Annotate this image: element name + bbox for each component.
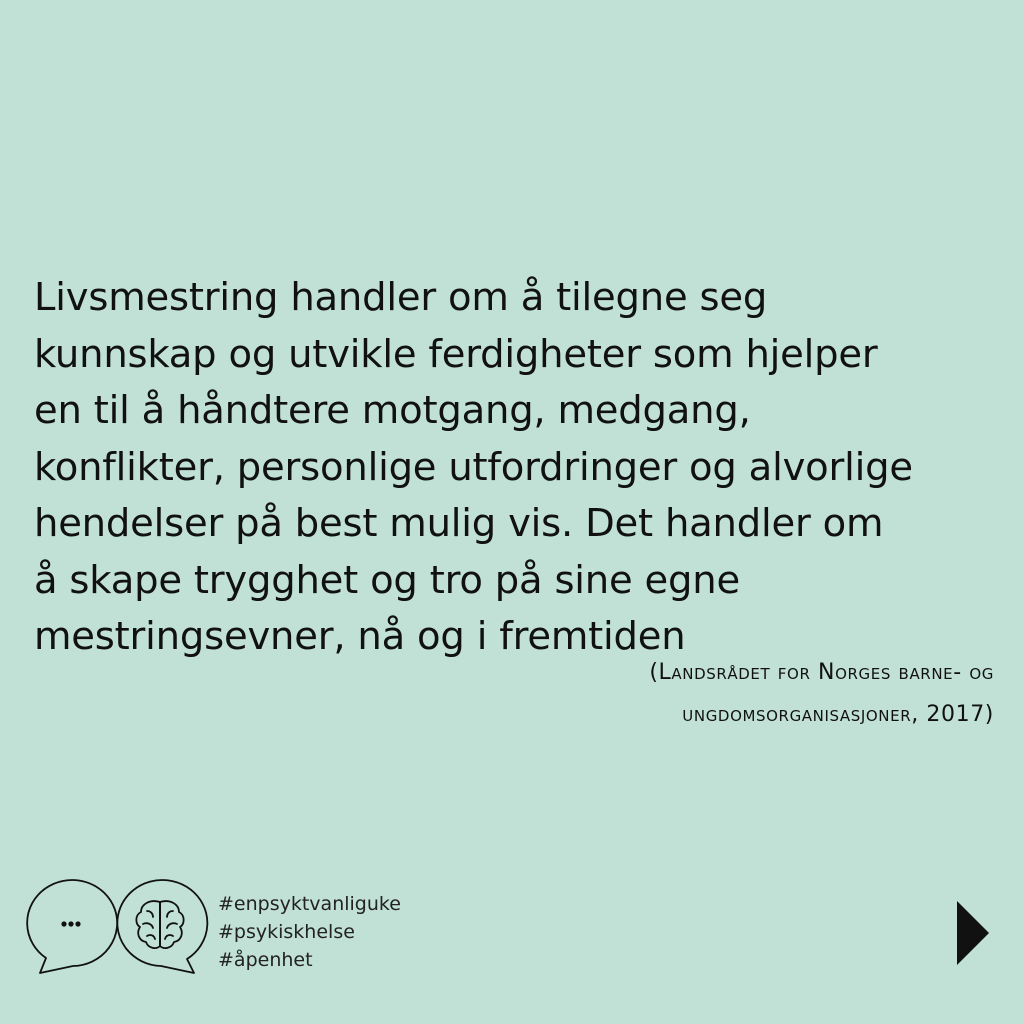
hashtag: #psykiskhelse — [218, 921, 355, 943]
quote-line: konflikter, personlige utfordringer og alvorlige — [34, 444, 913, 490]
brain-speech-bubble-icon — [117, 880, 207, 973]
source-line: ungdomsorganisasjoner, 2017) — [682, 702, 994, 727]
quote-line: en til å håndtere motgang, medgang, — [34, 388, 751, 433]
quote-text — [34, 270, 1009, 666]
quote-line: hendelser på best mulig vis. Det handler om — [34, 501, 884, 546]
quote-line: mestringsevner, nå og i fremtiden — [34, 614, 686, 659]
quote-line: å skape trygghet og tro på sine egne — [34, 557, 740, 603]
hashtag: #åpenhet — [218, 949, 313, 971]
play-triangle-icon — [955, 900, 991, 966]
footer-logo — [26, 878, 218, 978]
hashtag-list — [218, 890, 401, 974]
speech-bubble-dots-icon — [27, 880, 117, 973]
hashtag: #enpsyktvanliguke — [218, 893, 401, 915]
quote-line: kunnskap og utvikle ferdigheter som hjelper — [34, 331, 878, 377]
next-slide-button[interactable] — [955, 900, 991, 966]
quote-source — [649, 652, 994, 736]
source-line: (Landsrådet for Norges barne- og — [649, 660, 994, 685]
quote-line: Livsmestring handler om å tilegne seg — [34, 275, 768, 320]
